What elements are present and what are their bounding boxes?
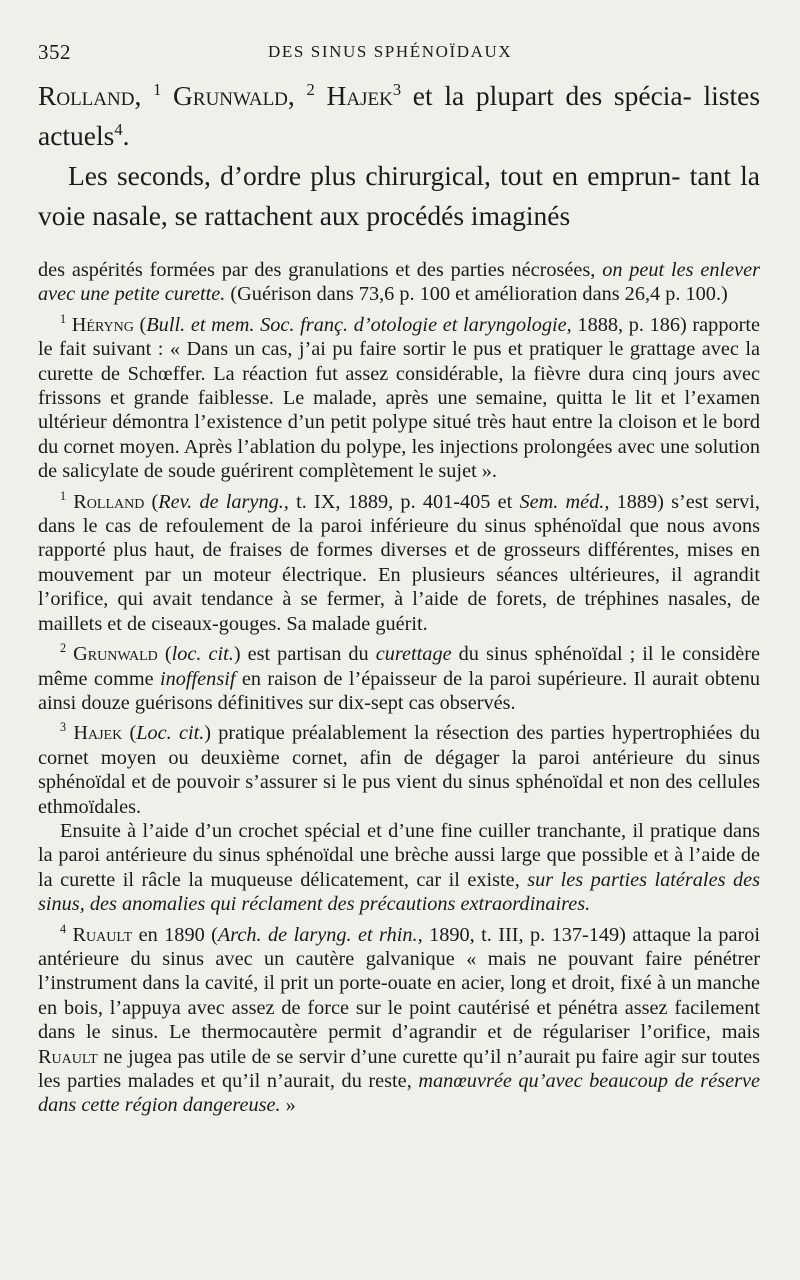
footnote-hajek [38,721,760,819]
footnote-ref: 1 [153,79,162,99]
author-name: Hajek [326,80,393,111]
footnote-italic: curettage [375,643,452,666]
footnote-italic: sur les parties latérales des sinus, des anomalies qui réclament des précautions extraordinaires. [38,868,760,916]
footnote-text: en 1890 ( [138,923,218,946]
footnote-text: » [285,1094,296,1117]
footnote-text: ( [164,643,172,666]
footnote-citation: Rev. de laryng., [158,490,289,513]
footnote-author: Héryng [71,313,134,336]
main-paragraph-1 [38,76,760,156]
footnote-marker: 3 [60,720,67,735]
footnote-marker: 2 [60,641,67,656]
footnote-ref: 2 [306,79,315,99]
footnote-text: ) pratique préalablement la résection des parties hypertrophiées du cornet moyen ou deuxième cornet, afin de dégager la paroi antérieure du sinus sphénoïdal et de pouvoir s’assurer si le pus vient du sinus sphénoïdal et non des cellules ethmoïdales. [38,722,761,818]
footnote-text: (Guérison dans 73,6 p. 100 et amélioration dans 26,4 p. 100.) [230,283,728,306]
footnote-marker: 4 [60,921,67,936]
footnote-text: 1889) s’est servi, dans le cas de refoulement de la paroi inférieure du sinus sphénoïdal que nous avons rapporté plus haut, de fraises de formes diverses et de grosseurs différentes, mises en mouvement par un moteur électrique. En plusieurs séances ultérieures, il agrandit l’orifice, qui avait tendance à se fermer, à l’aide de forets, de tréphines nasales, de maillets et de ciseaux-gouges. Sa malade guérit. [38,490,760,635]
running-title: DES SINUS SPHÉNOÏDAUX [268,42,513,61]
footnote-text: ) est partisan du [233,643,369,666]
footnote-grunwald [38,642,760,715]
footnote-author: Ruault [38,1045,98,1068]
footnote-text: 1890, t. III, p. 137-149) attaque la paroi antérieure du sinus avec un cautère galvanique « mais ne pouvant faire pénétrer l’instrument dans la cavité, il prit un porte-ouate en acier, long et droit, fixé à un manche en bois, l’appuya avec assez de force sur le point cautérisé et pénétra assez facilement dans le sinus. Le thermocautère permit d’agrandir et de régulariser l’orifice, mais [38,923,761,1044]
footnotes [38,258,760,1118]
footnote-text: en raison de l’épaisseur de la paroi supérieure. Il aurait obtenu ainsi douze guérisons définitives sur dix-sept cas observés. [38,667,760,714]
footnote-citation: Arch. de laryng. et rhin., [217,923,423,946]
footnote-marker: 1 [60,312,67,327]
footnote-text: t. IX, 1889, p. 401-405 et [296,490,513,513]
main-text-line: et la plupart des spécia- [412,80,692,111]
footnote-italic: inoffensif [160,667,236,690]
footnote-text: ( [151,490,159,513]
page-header [38,40,762,70]
footnote-hajek-continued [38,819,760,917]
footnote-text: Ensuite à l’aide d’un crochet spécial et d’une fine cuiller tranchante, il pratique dans la paroi antérieure du sinus sphénoïdal une brèche aussi large que possible et à l’aide de la curette il râcle la muqueuse délicatement, car il existe, [38,819,760,891]
footnote-heryng [38,313,760,484]
footnote-text: des aspérités formées par des granulations et des parties nécrosées, [38,259,596,281]
footnote-marker: 1 [60,488,67,503]
main-text-line: listes actuels [38,80,761,151]
footnote-continuation [38,258,760,307]
footnote-italic: manœuvrée qu’avec beaucoup de réserve dans cette région dangereuse. [38,1070,760,1117]
footnote-author: Ruault [72,923,133,946]
footnote-italic: on peut les enlever avec une petite curette. [38,259,761,306]
main-paragraph-2: Les seconds, d’ordre plus chirurgical, tout en emprun- tant la voie nasale, se rattachent aux procédés imaginés [38,160,760,231]
footnote-rolland [38,490,760,636]
main-text-end: . [122,120,130,151]
footnote-ref: 4 [114,119,123,139]
page-number: 352 [38,40,71,64]
footnote-citation: Loc. cit. [136,722,205,745]
footnote-citation: loc. cit. [171,643,234,666]
footnote-text: ne jugea pas utile de se servir d’une curette qu’il n’aurait pu faire agir sur toutes les parties malades et qu’il n’aurait, du reste, [38,1045,760,1092]
footnote-text: ( [129,722,137,745]
footnote-citation: Sem. méd., [519,490,610,513]
author-name: Rolland, [38,80,142,111]
footnote-ref: 3 [392,79,402,99]
footnote-author: Hajek [73,722,123,745]
footnote-author: Rolland [73,490,145,513]
footnote-citation: Bull. et mem. Soc. franç. d’otologie et laryngologie, [146,313,572,336]
footnote-ruault [38,923,760,1118]
footnote-text: ( [139,313,147,336]
main-text [38,76,760,236]
footnote-author: Grunwald [73,643,158,666]
footnote-text: du sinus sphénoïdal ; il le considère même comme [38,643,760,690]
footnote-text: 1888, p. 186) rapporte le fait suivant : « Dans un cas, j’ai pu faire sortir le pus et pratiquer le grattage avec la curette de Schœffer. La réaction fut assez considérable, la fièvre dura cinq jours avec frissons et grande faiblesse. Le malade, après une semaine, quitta le lit et l’examen ultérieur démontra l’existence d’un petit polype situé très haut entre la cloison et le bord du cornet moyen. Après l’ablation du polype, les injections prolongées avec une solution de salicylate de soude guérirent complètement le sujet ». [38,313,760,483]
author-name: Grunwald, [173,80,295,111]
